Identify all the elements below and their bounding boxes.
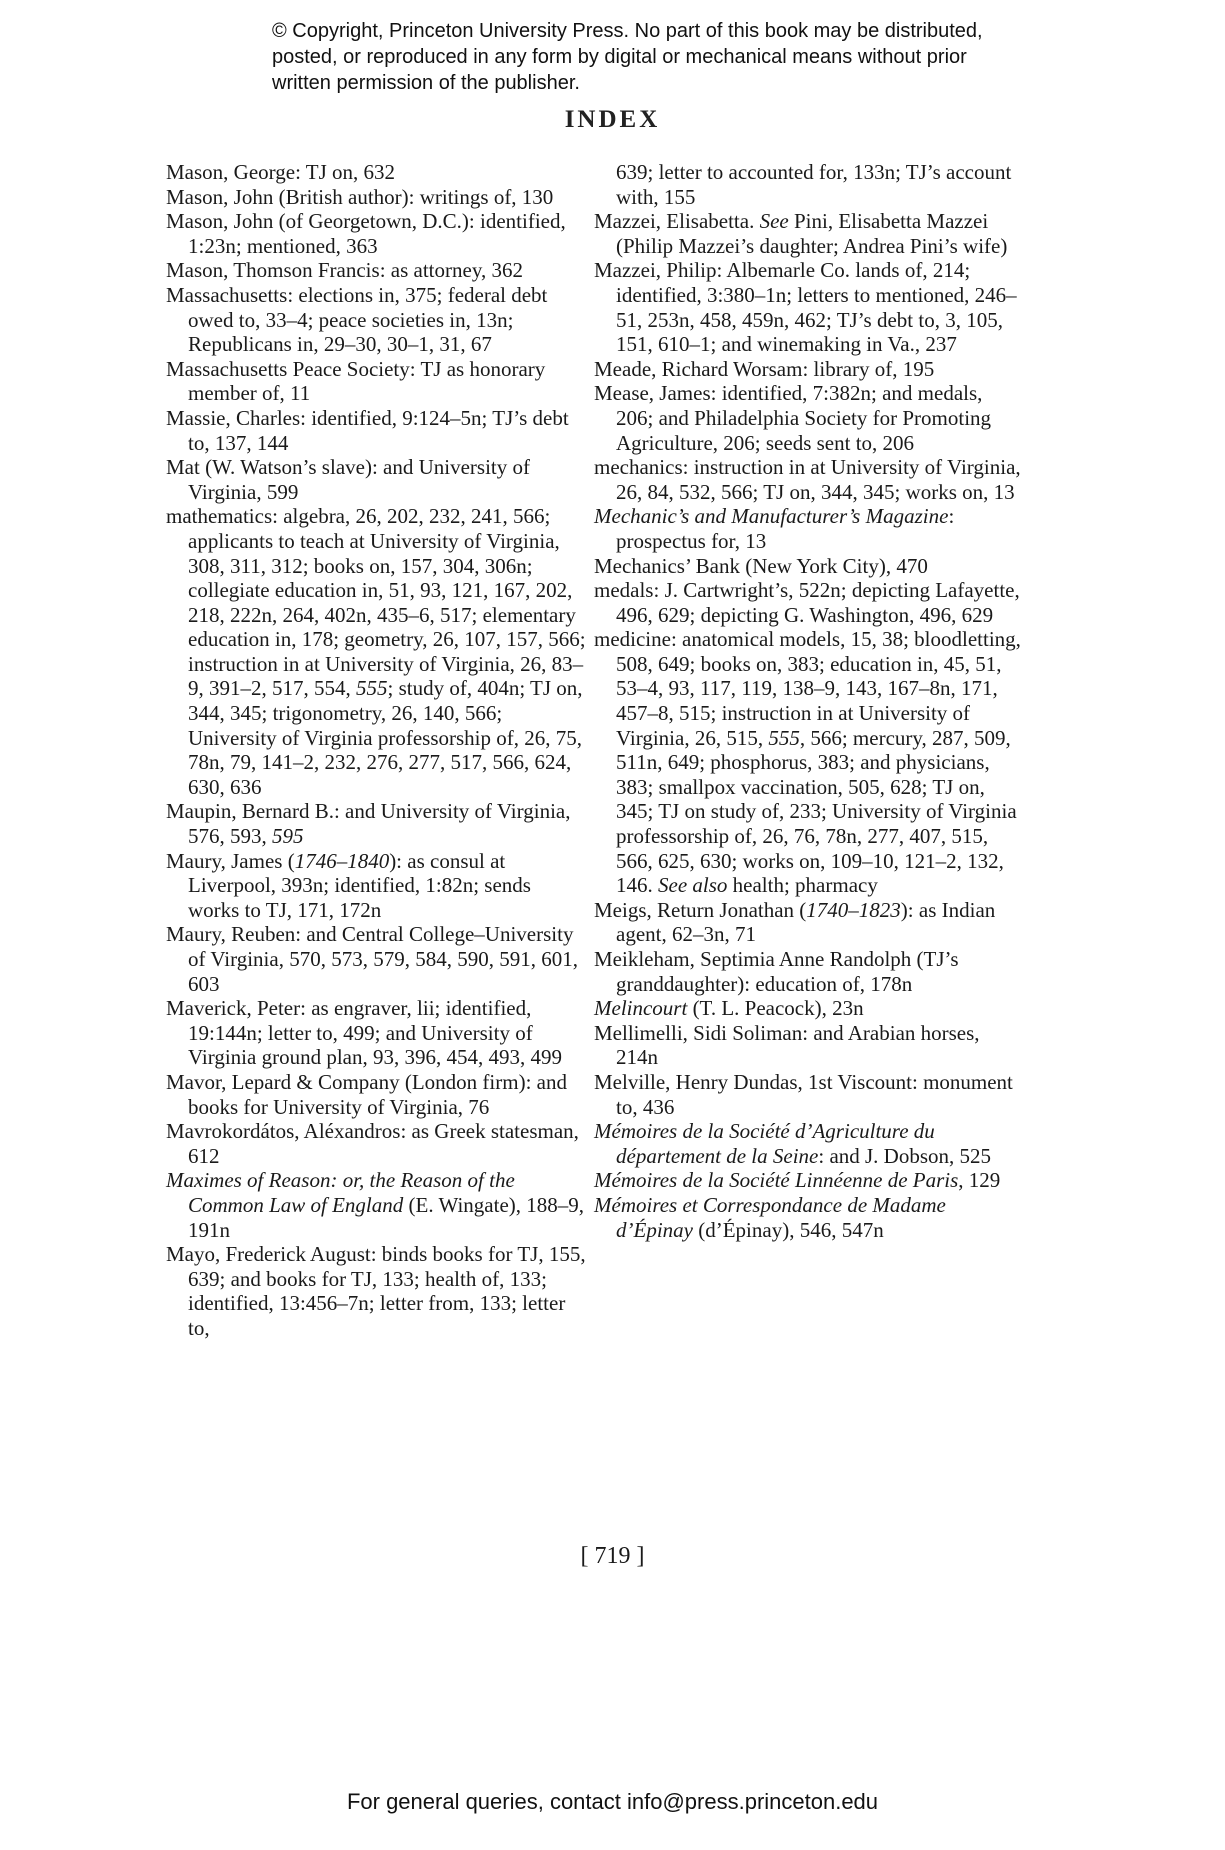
- page-number: [ 719 ]: [580, 1543, 645, 1569]
- index-entry: Mechanic’s and Manufacturer’s Magazine: prospectus for, 13: [594, 504, 955, 553]
- index-entry: Maximes of Reason: or, the Reason of the Common Law of England (E. Wingate), 188–9, 191n: [166, 1168, 585, 1242]
- copyright-notice: © Copyright, Princeton University Press. No part of this book may be distributed, posted, or reproduced in any form by digital or mechanical means without prior written permission of the publisher.: [272, 20, 983, 94]
- index-entry: Mechanics’ Bank (New York City), 470: [594, 553, 928, 578]
- index-column-right: [594, 160, 1024, 1242]
- index-entry: Mason, George: TJ on, 632: [166, 160, 396, 184]
- index-entry: Mason, John (British author): writings of, 130: [166, 184, 554, 209]
- index-entry: Mémoires de la Société d’Agriculture du département de la Seine: and J. Dobson, 525: [594, 1119, 992, 1168]
- index-entry: Massie, Charles: identified, 9:124–5n; TJ’s debt to, 137, 144: [166, 405, 569, 455]
- index-entry: Mason, John (of Georgetown, D.C.): identified, 1:23n; mentioned, 363: [166, 209, 566, 258]
- footer-contact: For general queries, contact info@press.princeton.edu: [346, 1789, 879, 1814]
- index-entry: medicine: anatomical models, 15, 38; bloodletting, 508, 649; books on, 383; education in, 45, 51, 53–4, 93, 117, 119, 138–9, 143, 167–8n, 171, 457–8, 515; instruction in at University of Virginia, 26, 515, 555, 566; mercury, 287, 509, 511n, 649; phosphorus, 383; and physicians, 383; smallpox vaccination, 505, 628; TJ on, 345; TJ on study of, 233; University of Virginia professorship of, 26, 76, 78n, 277, 407, 515, 566, 625, 630; works on, 109–10, 121–2, 132, 146. See also health; pharmacy: [594, 627, 1021, 898]
- index-entry: Mease, James: identified, 7:382n; and medals, 206; and Philadelphia Society for Promoting Agriculture, 206; seeds sent to, 206: [594, 381, 992, 455]
- index-entry: Maury, Reuben: and Central College–University of Virginia, 570, 573, 579, 584, 590, 591, 601, 603: [166, 922, 578, 996]
- index-entry: Maupin, Bernard B.: and University of Virginia, 576, 593, 595: [166, 799, 571, 849]
- index-entry: Melincourt (T. L. Peacock), 23n: [594, 996, 864, 1021]
- index-entry: Mazzei, Elisabetta. See Pini, Elisabetta Mazzei (Philip Mazzei’s daughter; Andrea Pini’s wife): [594, 209, 1008, 258]
- index-entry: Mémoires de la Société Linnéenne de Paris, 129: [594, 1168, 1001, 1193]
- index-entry: Mayo, Frederick August: binds books for TJ, 155, 639; and books for TJ, 133; health of, 133; identified, 13:456–7n; letter from, 133; letter to,: [166, 1242, 586, 1340]
- index-entry: Melville, Henry Dundas, 1st Viscount: monument to, 436: [594, 1069, 1013, 1119]
- index-entry: Mason, Thomson Francis: as attorney, 362: [166, 258, 523, 283]
- index-entry: medals: J. Cartwright’s, 522n; depicting Lafayette, 496, 629; depicting G. Washington, 496, 629: [594, 578, 1020, 627]
- index-entry: Mavor, Lepard & Company (London firm): and books for University of Virginia, 76: [166, 1069, 567, 1119]
- index-entry: Mazzei, Philip: Albemarle Co. lands of, 214; identified, 3:380–1n; letters to mentioned, 246–51, 253n, 458, 459n, 462; TJ’s debt to, 3, 105, 151, 610–1; and winemaking in Va., 237: [594, 258, 1017, 357]
- index-column-left: [166, 160, 586, 1341]
- index-entry: Mémoires et Correspondance de Madame d’Épinay (d’Épinay), 546, 547n: [594, 1192, 946, 1242]
- index-entry: Maverick, Peter: as engraver, lii; identified, 19:144n; letter to, 499; and University of Virginia ground plan, 93, 396, 454, 493, 499: [166, 996, 562, 1070]
- index-entry: Mat (W. Watson’s slave): and University of Virginia, 599: [166, 455, 531, 504]
- index-entry-continued: 639; letter to accounted for, 133n; TJ’s account with, 155: [616, 160, 1012, 209]
- index-entry: Meikleham, Septimia Anne Randolph (TJ’s granddaughter): education of, 178n: [594, 947, 959, 996]
- index-entry: Meigs, Return Jonathan (1740–1823): as Indian agent, 62–3n, 71: [594, 897, 996, 947]
- index-entry: Maury, James (1746–1840): as consul at Liverpool, 393n; identified, 1:82n; sends works to TJ, 171, 172n: [166, 848, 531, 922]
- index-entry: Mellimelli, Sidi Soliman: and Arabian horses, 214n: [594, 1020, 980, 1070]
- index-entry: Massachusetts: elections in, 375; federal debt owed to, 33–4; peace societies in, 13n; Republicans in, 29–30, 30–1, 31, 67: [166, 282, 548, 357]
- index-entry: Mavrokordátos, Aléxandros: as Greek statesman, 612: [166, 1119, 579, 1168]
- index-entry: Massachusetts Peace Society: TJ as honorary member of, 11: [166, 356, 546, 406]
- index-entry: mathematics: algebra, 26, 202, 232, 241, 566; applicants to teach at University of Virginia, 308, 311, 312; books on, 157, 304, 306n; collegiate education in, 51, 93, 121, 167, 202, 218, 222n, 264, 402n, 435–6, 517; elementary education in, 178; geometry, 26, 107, 157, 566; instruction in at University of Virginia, 26, 83–9, 391–2, 517, 554, 555; study of, 404n; TJ on, 344, 345; trigonometry, 26, 140, 566; University of Virginia professorship of, 26, 75, 78n, 79, 141–2, 232, 276, 277, 517, 566, 624, 630, 636: [166, 504, 586, 799]
- index-entry: Meade, Richard Worsam: library of, 195: [594, 356, 935, 381]
- running-head: INDEX: [564, 106, 661, 133]
- index-entry: mechanics: instruction in at University of Virginia, 26, 84, 532, 566; TJ on, 344, 345; works on, 13: [594, 455, 1021, 504]
